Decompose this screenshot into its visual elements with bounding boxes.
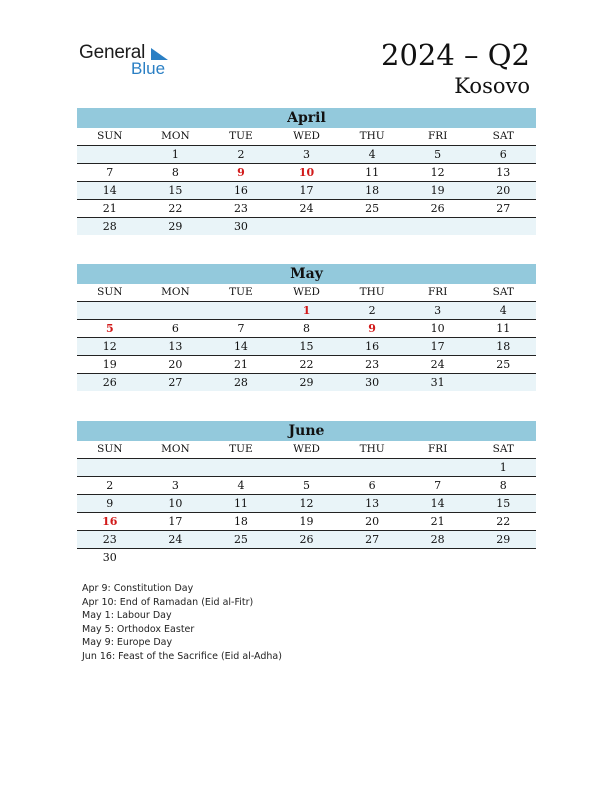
week-row bbox=[77, 320, 536, 338]
day-cell: 1 bbox=[499, 461, 507, 474]
holiday-note: May 1: Labour Day bbox=[82, 610, 172, 622]
day-cell: 27 bbox=[168, 376, 183, 389]
holiday-day-cell: 5 bbox=[105, 322, 114, 335]
month-june bbox=[77, 421, 536, 566]
day-cell: 12 bbox=[299, 497, 314, 510]
day-cell: 29 bbox=[299, 376, 314, 389]
day-cell: 11 bbox=[365, 166, 380, 179]
logo-text-blue: Blue bbox=[131, 59, 166, 78]
day-cell: 2 bbox=[237, 148, 245, 161]
day-cell: 29 bbox=[496, 533, 511, 546]
day-cell: 20 bbox=[365, 515, 380, 528]
month-april bbox=[77, 108, 536, 235]
holiday-note: May 9: Europe Day bbox=[82, 637, 173, 649]
day-cell: 28 bbox=[102, 220, 117, 233]
day-cell: 28 bbox=[233, 376, 248, 389]
week-row bbox=[77, 531, 536, 549]
generalblue-logo bbox=[79, 42, 179, 82]
day-cell bbox=[77, 302, 143, 319]
day-cell: 22 bbox=[299, 358, 314, 371]
week-row bbox=[77, 549, 536, 566]
weekday-header-row bbox=[77, 284, 536, 302]
day-cell bbox=[274, 549, 340, 566]
day-cell: 27 bbox=[365, 533, 380, 546]
day-cell: 21 bbox=[233, 358, 248, 371]
day-cell: 21 bbox=[430, 515, 445, 528]
day-cell: 28 bbox=[430, 533, 445, 546]
weekday-label: SUN bbox=[97, 443, 123, 455]
weekday-label: MON bbox=[161, 286, 190, 298]
holiday-day-cell: 9 bbox=[237, 166, 245, 179]
day-cell: 14 bbox=[233, 340, 248, 353]
week-row bbox=[77, 374, 536, 391]
day-cell: 3 bbox=[171, 479, 179, 492]
day-cell: 15 bbox=[299, 340, 314, 353]
day-cell: 16 bbox=[233, 184, 248, 197]
day-cell: 12 bbox=[102, 340, 117, 353]
day-cell: 25 bbox=[365, 202, 380, 215]
holiday-notes bbox=[82, 582, 282, 664]
day-cell: 20 bbox=[496, 184, 511, 197]
day-cell: 30 bbox=[233, 220, 248, 233]
day-cell: 21 bbox=[102, 202, 117, 215]
weekday-label: SUN bbox=[97, 286, 123, 298]
day-cell: 19 bbox=[102, 358, 117, 371]
day-cell: 19 bbox=[430, 184, 445, 197]
weekday-label: FRI bbox=[428, 130, 448, 142]
day-cell: 26 bbox=[430, 202, 445, 215]
logo-text-general: General bbox=[79, 42, 146, 63]
holiday-note: Apr 9: Constitution Day bbox=[82, 583, 194, 594]
day-cell: 9 bbox=[106, 497, 114, 510]
weekday-label: WED bbox=[293, 286, 320, 298]
day-cell: 13 bbox=[168, 340, 183, 353]
weekday-label: TUE bbox=[229, 286, 253, 298]
weekday-label: SUN bbox=[97, 130, 123, 142]
day-cell: 10 bbox=[430, 322, 445, 335]
week-row bbox=[77, 513, 536, 531]
day-cell: 25 bbox=[233, 533, 248, 546]
day-cell: 8 bbox=[171, 166, 179, 179]
day-cell: 2 bbox=[368, 304, 376, 317]
day-cell bbox=[143, 302, 209, 319]
weekday-label: MON bbox=[161, 130, 190, 142]
day-cell: 27 bbox=[496, 202, 511, 215]
day-cell: 23 bbox=[102, 533, 117, 546]
day-cell: 31 bbox=[430, 376, 445, 389]
day-cell bbox=[143, 459, 209, 476]
week-row bbox=[77, 495, 536, 513]
week-row bbox=[77, 182, 536, 200]
weekday-label: SAT bbox=[492, 443, 514, 455]
day-cell: 3 bbox=[303, 148, 311, 161]
holiday-note: Apr 10: End of Ramadan (Eid al-Fitr) bbox=[82, 596, 254, 608]
day-cell: 3 bbox=[434, 304, 442, 317]
weekday-label: SAT bbox=[492, 130, 514, 142]
day-cell bbox=[77, 459, 143, 476]
weekday-label: WED bbox=[293, 130, 320, 142]
week-row bbox=[77, 218, 536, 235]
week-row bbox=[77, 459, 536, 477]
day-cell: 18 bbox=[233, 515, 248, 528]
day-cell: 8 bbox=[499, 479, 507, 492]
day-cell bbox=[339, 459, 405, 476]
week-row bbox=[77, 200, 536, 218]
day-cell: 19 bbox=[299, 515, 314, 528]
day-cell bbox=[405, 218, 471, 235]
day-cell: 10 bbox=[168, 497, 183, 510]
holiday-day-cell: 9 bbox=[368, 322, 376, 335]
day-cell: 22 bbox=[168, 202, 183, 215]
day-cell bbox=[208, 549, 274, 566]
weekday-label: TUE bbox=[229, 443, 253, 455]
day-cell: 4 bbox=[237, 479, 245, 492]
holiday-day-cell: 10 bbox=[298, 166, 315, 179]
week-row bbox=[77, 302, 536, 320]
country-name: Kosovo bbox=[454, 74, 530, 98]
day-cell: 17 bbox=[299, 184, 314, 197]
holiday-note: Jun 16: Feast of the Sacrifice (Eid al-Adha) bbox=[82, 650, 282, 662]
day-cell: 18 bbox=[365, 184, 380, 197]
day-cell bbox=[274, 459, 340, 476]
day-cell: 20 bbox=[168, 358, 183, 371]
day-cell: 16 bbox=[365, 340, 380, 353]
day-cell: 8 bbox=[303, 322, 311, 335]
day-cell bbox=[208, 459, 274, 476]
day-cell: 25 bbox=[496, 358, 511, 371]
weekday-label: TUE bbox=[229, 130, 253, 142]
day-cell: 6 bbox=[171, 322, 179, 335]
weekday-label: MON bbox=[161, 443, 190, 455]
week-row bbox=[77, 338, 536, 356]
day-cell: 14 bbox=[102, 184, 117, 197]
day-cell: 13 bbox=[365, 497, 380, 510]
week-row bbox=[77, 477, 536, 495]
day-cell: 26 bbox=[102, 376, 117, 389]
weekday-label: FRI bbox=[428, 286, 448, 298]
day-cell: 23 bbox=[233, 202, 248, 215]
day-cell bbox=[339, 549, 405, 566]
weekday-label: THU bbox=[359, 130, 385, 142]
day-cell: 18 bbox=[496, 340, 511, 353]
month-header: June bbox=[77, 421, 536, 441]
day-cell: 17 bbox=[168, 515, 183, 528]
holiday-day-cell: 1 bbox=[302, 304, 311, 317]
day-cell: 29 bbox=[168, 220, 183, 233]
day-cell: 15 bbox=[168, 184, 183, 197]
day-cell bbox=[405, 459, 471, 476]
day-cell: 13 bbox=[496, 166, 511, 179]
day-cell: 1 bbox=[171, 148, 179, 161]
day-cell: 12 bbox=[430, 166, 445, 179]
day-cell bbox=[470, 374, 536, 391]
day-cell bbox=[405, 549, 471, 566]
day-cell: 5 bbox=[303, 479, 311, 492]
weekday-label: FRI bbox=[428, 443, 448, 455]
day-cell: 6 bbox=[499, 148, 507, 161]
holiday-note: May 5: Orthodox Easter bbox=[82, 623, 195, 635]
week-row bbox=[77, 356, 536, 374]
day-cell: 6 bbox=[368, 479, 376, 492]
holiday-day-cell: 16 bbox=[102, 515, 118, 528]
week-row bbox=[77, 146, 536, 164]
day-cell bbox=[470, 218, 536, 235]
day-cell: 14 bbox=[430, 497, 445, 510]
day-cell: 24 bbox=[299, 202, 314, 215]
day-cell: 24 bbox=[430, 358, 445, 371]
weekday-label: SAT bbox=[492, 286, 514, 298]
month-may bbox=[77, 264, 536, 391]
month-header: April bbox=[77, 108, 536, 128]
day-cell: 4 bbox=[499, 304, 507, 317]
day-cell bbox=[77, 146, 143, 163]
day-cell: 7 bbox=[434, 479, 442, 492]
day-cell: 2 bbox=[106, 479, 114, 492]
day-cell: 30 bbox=[365, 376, 380, 389]
weekday-header-row bbox=[77, 441, 536, 459]
day-cell: 4 bbox=[368, 148, 376, 161]
day-cell: 11 bbox=[496, 322, 511, 335]
day-cell: 7 bbox=[237, 322, 245, 335]
day-cell bbox=[339, 218, 405, 235]
weekday-label: WED bbox=[293, 443, 320, 455]
day-cell bbox=[143, 549, 209, 566]
day-cell: 26 bbox=[299, 533, 314, 546]
page-title: 2024 – Q2 bbox=[381, 38, 530, 72]
day-cell: 17 bbox=[430, 340, 445, 353]
day-cell: 30 bbox=[102, 551, 117, 564]
day-cell bbox=[208, 302, 274, 319]
month-header: May bbox=[77, 264, 536, 284]
weekday-header-row bbox=[77, 128, 536, 146]
day-cell: 5 bbox=[434, 148, 442, 161]
day-cell bbox=[470, 549, 536, 566]
weekday-label: THU bbox=[359, 443, 385, 455]
week-row bbox=[77, 164, 536, 182]
day-cell bbox=[274, 218, 340, 235]
day-cell: 22 bbox=[496, 515, 511, 528]
day-cell: 11 bbox=[233, 497, 248, 510]
day-cell: 15 bbox=[496, 497, 511, 510]
day-cell: 24 bbox=[168, 533, 183, 546]
weekday-label: THU bbox=[359, 286, 385, 298]
day-cell: 23 bbox=[365, 358, 380, 371]
day-cell: 7 bbox=[106, 166, 114, 179]
